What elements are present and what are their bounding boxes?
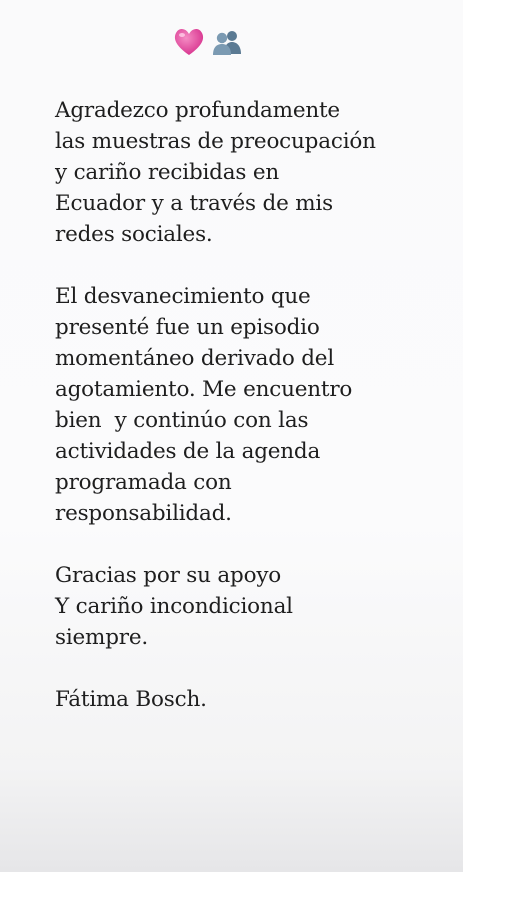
text-line: El desvanecimiento que: [55, 284, 311, 309]
paragraph-explanation: [55, 281, 455, 529]
text-line: las muestras de preocupación: [55, 129, 376, 154]
text-line: y cariño recibidas en: [55, 160, 279, 185]
text-line: momentáneo derivado del: [55, 346, 335, 371]
text-line: programada con: [55, 470, 232, 495]
emoji-row: [172, 24, 252, 60]
message-text: [55, 95, 455, 715]
text-line: Y cariño incondicional: [55, 594, 293, 619]
text-line: redes sociales.: [55, 222, 213, 247]
paragraph-gratitude: [55, 560, 455, 653]
two-people-icon: [210, 25, 244, 59]
text-line: Agradezco profundamente: [55, 98, 340, 123]
signature-text: Fátima Bosch.: [55, 687, 207, 712]
paragraph-thanks: [55, 95, 455, 250]
paragraph-signature: [55, 684, 455, 715]
text-line: responsabilidad.: [55, 501, 232, 526]
text-line: actividades de la agenda: [55, 439, 321, 464]
text-line: siempre.: [55, 625, 149, 650]
text-line: Gracias por su apoyo: [55, 563, 282, 588]
text-line: presenté fue un episodio: [55, 315, 320, 340]
text-line: agotamiento. Me encuentro: [55, 377, 353, 402]
pink-heart-icon: [172, 25, 206, 59]
text-line: Ecuador y a través de mis: [55, 191, 333, 216]
text-line: bien y continúo con las: [55, 408, 309, 433]
